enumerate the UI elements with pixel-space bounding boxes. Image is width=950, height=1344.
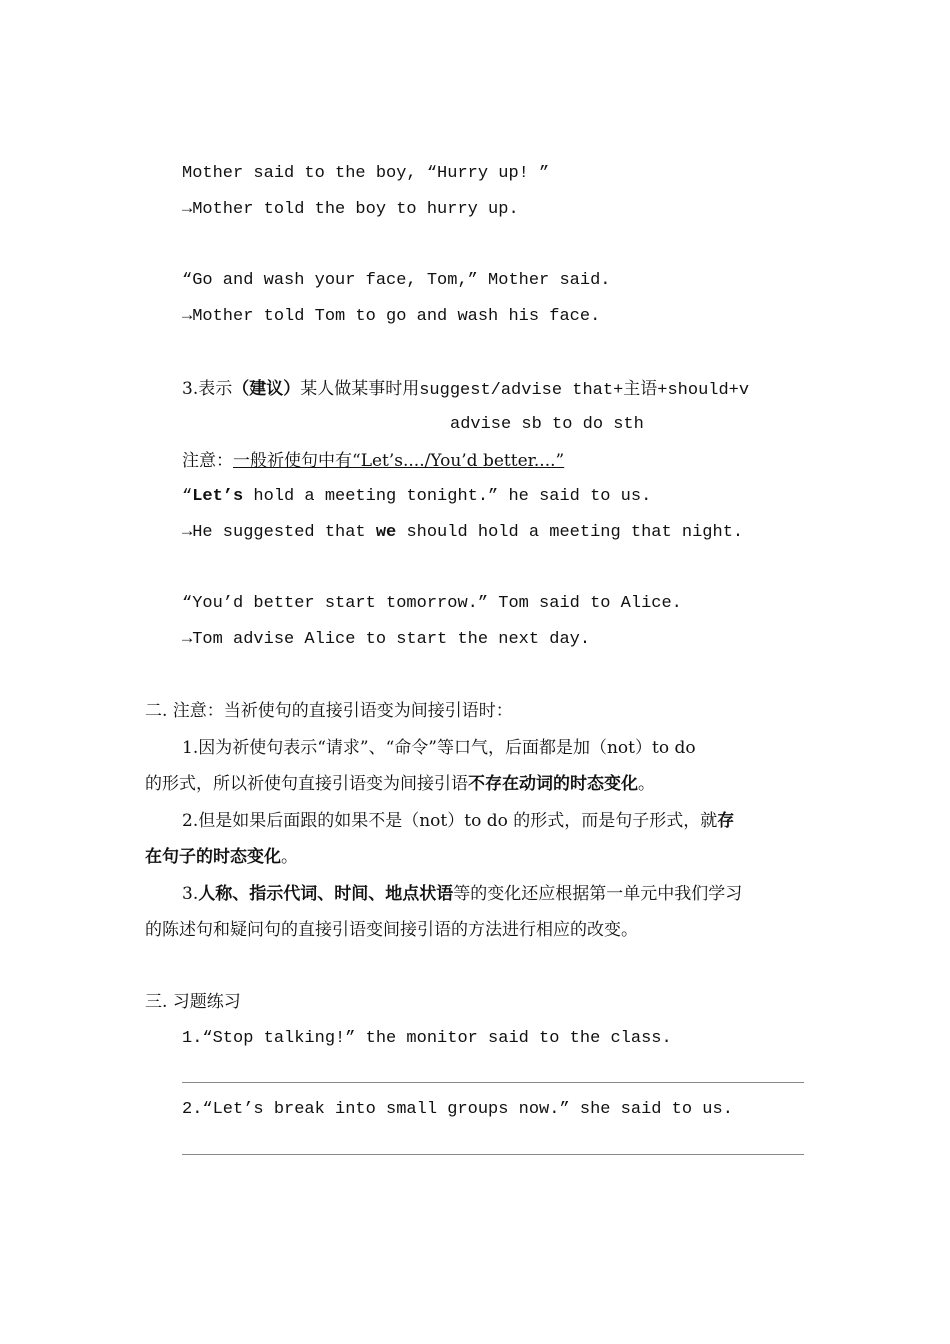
point-3-line-2: 的陈述句和疑问句的直接引语变间接引语的方法进行相应的改变。 bbox=[145, 920, 638, 940]
exercise-2-question: 2.“Let’s break into small groups now.” she said to us. bbox=[182, 1100, 733, 1119]
point-3-text: 等的变化还应根据第一单元中我们学习 bbox=[453, 884, 743, 904]
point-1-line-1: 1.因为祈使句表示“请求”、“命令”等口气，后面都是加（not）to do bbox=[182, 738, 696, 758]
example-lets-rest: hold a meeting tonight.” he said to us. bbox=[243, 487, 652, 506]
example-suggest-pre: →He suggested that bbox=[182, 523, 376, 542]
point-1-emphasis: 不存在动词的时态变化 bbox=[468, 774, 638, 794]
example-hurry-direct: Mother said to the boy, “Hurry up! ” bbox=[182, 164, 550, 183]
section-2-heading: 二. 注意：当祈使句的直接引语变为间接引语时： bbox=[145, 701, 513, 721]
rule-3-suggestion bbox=[182, 377, 749, 403]
example-hurry-indirect: →Mother told the boy to hurry up. bbox=[182, 200, 519, 219]
example-lets-open-quote: “ bbox=[182, 487, 193, 506]
rule-3-prefix: 3.表示 bbox=[182, 379, 233, 399]
example-lets-keyword: Let’s bbox=[192, 487, 244, 506]
rule-3-alternative: advise sb to do sth bbox=[450, 415, 644, 434]
point-1-line-2 bbox=[145, 772, 655, 796]
note-line bbox=[182, 449, 564, 473]
example-wash-indirect: →Mother told Tom to go and wash his face. bbox=[182, 307, 601, 326]
example-better-indirect: →Tom advise Alice to start the next day. bbox=[182, 630, 591, 649]
point-2-text: 2.但是如果后面跟的如果不是（not）to do 的形式，而是句子形式，就 bbox=[182, 811, 718, 831]
point-1-text: 的形式，所以祈使句直接引语变为间接引语 bbox=[145, 774, 468, 794]
note-text: 一般祈使句中有“Let’s..../You’d better....” bbox=[233, 451, 565, 471]
example-wash-direct: “Go and wash your face, Tom,” Mother said. bbox=[182, 271, 611, 290]
point-2-end: 。 bbox=[281, 847, 298, 867]
exercise-2-answer-line[interactable] bbox=[182, 1154, 804, 1155]
section-3-heading: 三. 习题练习 bbox=[145, 992, 241, 1012]
point-3-line-1 bbox=[182, 882, 742, 906]
example-suggest-post: should hold a meeting that night. bbox=[396, 523, 744, 542]
rule-3-middle: 某人做某事时用 bbox=[300, 379, 420, 399]
example-lets-direct bbox=[182, 485, 651, 509]
point-1-end: 。 bbox=[638, 774, 655, 794]
point-3-emphasis: 人称、指示代词、时间、地点状语 bbox=[198, 884, 454, 904]
rule-3-keyword: （建议） bbox=[232, 379, 301, 399]
example-lets-indirect bbox=[182, 521, 743, 545]
point-2-emphasis-start: 存 bbox=[717, 811, 735, 831]
example-better-direct: “You’d better start tomorrow.” Tom said to Alice. bbox=[182, 594, 682, 613]
note-label: 注意： bbox=[182, 451, 233, 471]
point-2-emphasis: 在句子的时态变化 bbox=[145, 847, 281, 867]
rule-3-pattern: suggest/advise that+主语+should+v bbox=[419, 381, 750, 400]
example-suggest-we: we bbox=[375, 523, 397, 542]
point-2-line-2 bbox=[145, 845, 298, 869]
exercise-1-question: 1.“Stop talking!” the monitor said to the class. bbox=[182, 1029, 672, 1048]
point-3-number: 3. bbox=[182, 884, 199, 904]
exercise-1-answer-line[interactable] bbox=[182, 1082, 804, 1083]
point-2-line-1 bbox=[182, 809, 734, 833]
